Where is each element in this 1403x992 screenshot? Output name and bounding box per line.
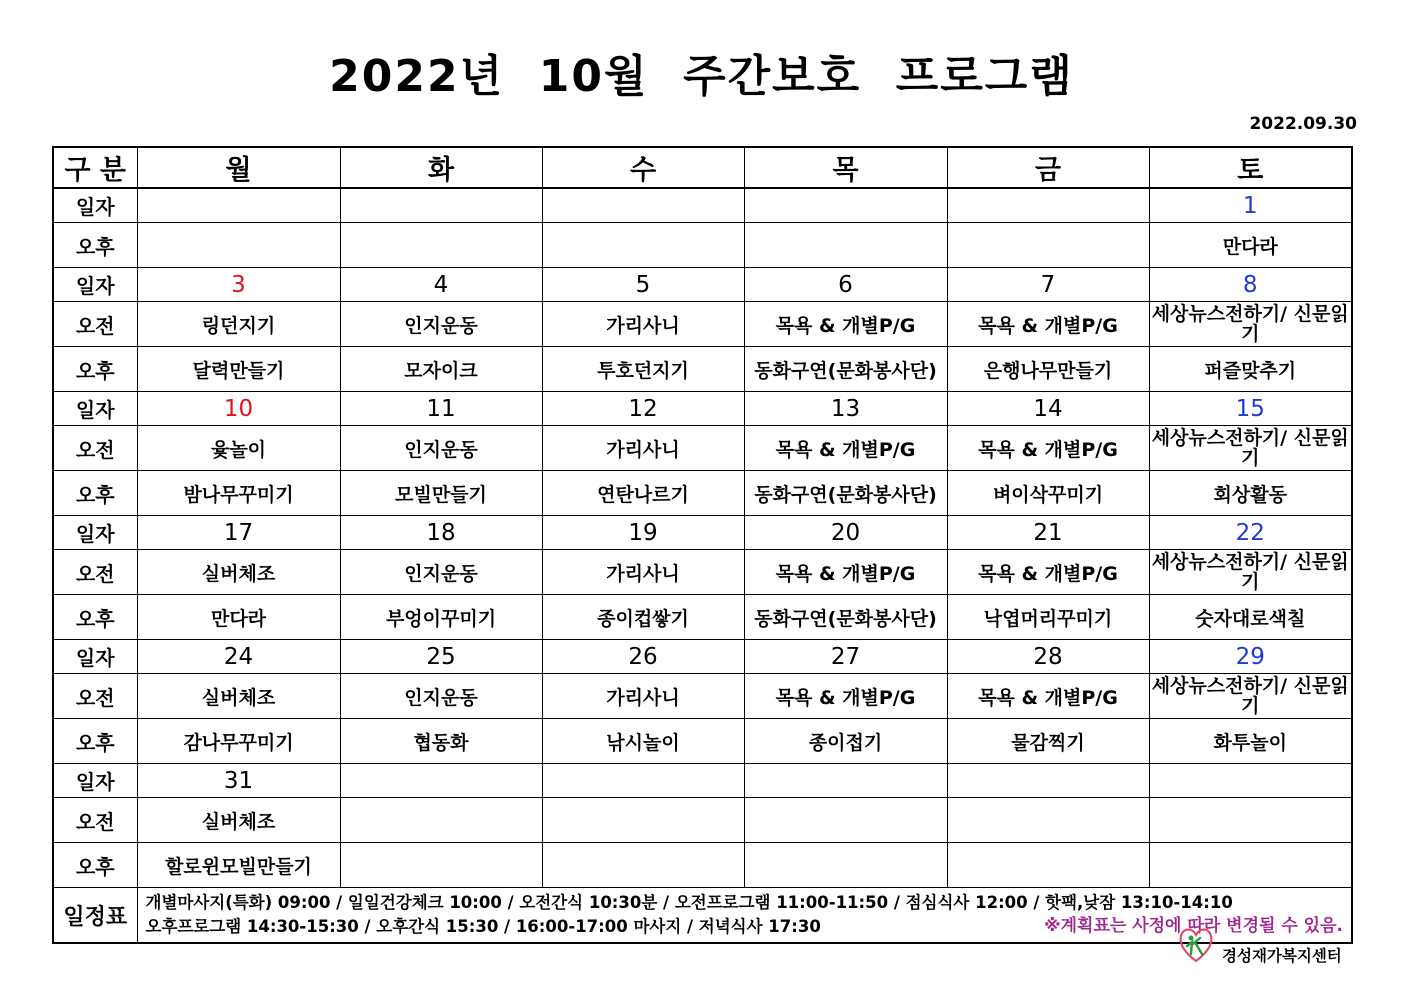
page-title: 2022년 10월 주간보호 프로그램 xyxy=(329,51,1074,102)
date-row xyxy=(53,392,1352,426)
activity-cell-tue: 인지운동 xyxy=(340,302,542,347)
row-label-period: 오전 xyxy=(53,674,137,719)
row-label-date: 일자 xyxy=(53,392,137,426)
activity-cell-sat: 퍼즐맞추기 xyxy=(1149,347,1352,392)
header-tue: 화 xyxy=(340,147,542,188)
activity-row xyxy=(53,302,1352,347)
row-label-period: 오후 xyxy=(53,595,137,640)
activity-cell-thu: 목욕 & 개별P/G xyxy=(744,302,947,347)
date-cell-wed xyxy=(542,764,744,798)
row-label-period: 오후 xyxy=(53,347,137,392)
schedule-row xyxy=(53,888,1352,944)
date-cell-sat: 29 xyxy=(1149,640,1352,674)
activity-row xyxy=(53,719,1352,764)
date-cell-fri xyxy=(947,764,1149,798)
activity-row xyxy=(53,471,1352,516)
activity-cell-fri xyxy=(947,798,1149,843)
date-cell-tue xyxy=(340,764,542,798)
activity-cell-mon: 링던지기 xyxy=(137,302,340,347)
header-sat: 토 xyxy=(1149,147,1352,188)
activity-cell-sat: 숫자대로색칠 xyxy=(1149,595,1352,640)
activity-cell-wed: 가리사니 xyxy=(542,302,744,347)
activity-cell-mon: 실버체조 xyxy=(137,550,340,595)
activity-cell-fri: 목욕 & 개별P/G xyxy=(947,674,1149,719)
activity-cell-mon: 달력만들기 xyxy=(137,347,340,392)
activity-cell-thu: 목욕 & 개별P/G xyxy=(744,550,947,595)
date-cell-thu xyxy=(744,764,947,798)
activity-cell-wed xyxy=(542,223,744,268)
activity-cell-wed: 가리사니 xyxy=(542,674,744,719)
date-cell-fri: 28 xyxy=(947,640,1149,674)
activity-cell-tue: 인지운동 xyxy=(340,674,542,719)
date-cell-wed: 19 xyxy=(542,516,744,550)
date-cell-mon xyxy=(137,188,340,223)
date-cell-tue: 25 xyxy=(340,640,542,674)
date-cell-sat: 1 xyxy=(1149,188,1352,223)
activity-cell-tue xyxy=(340,223,542,268)
activity-cell-fri: 목욕 & 개별P/G xyxy=(947,550,1149,595)
activity-cell-tue: 모빌만들기 xyxy=(340,471,542,516)
activity-cell-tue: 인지운동 xyxy=(340,550,542,595)
activity-cell-mon: 실버체조 xyxy=(137,798,340,843)
timetable-line-2: 오후프로그램 14:30-15:30 / 오후간식 15:30 / 16:00-17:00 마사지 / 저녁식사 17:30 xyxy=(145,917,821,936)
activity-row xyxy=(53,595,1352,640)
date-cell-fri: 21 xyxy=(947,516,1149,550)
date-cell-wed: 26 xyxy=(542,640,744,674)
schedule-table xyxy=(52,146,1353,944)
row-label-date: 일자 xyxy=(53,764,137,798)
activity-row xyxy=(53,674,1352,719)
date-cell-fri: 14 xyxy=(947,392,1149,426)
activity-cell-sat: 회상활동 xyxy=(1149,471,1352,516)
row-label-period: 오후 xyxy=(53,471,137,516)
activity-cell-tue xyxy=(340,798,542,843)
row-label-period: 오전 xyxy=(53,426,137,471)
activity-cell-fri: 목욕 & 개별P/G xyxy=(947,426,1149,471)
row-label-date: 일자 xyxy=(53,640,137,674)
header-mon: 월 xyxy=(137,147,340,188)
date-cell-sat: 22 xyxy=(1149,516,1352,550)
change-notice: ※계획표는 사정에 따라 변경될 수 있음. xyxy=(1044,916,1343,936)
activity-cell-wed: 낚시놀이 xyxy=(542,719,744,764)
activity-cell-mon: 밤나무꾸미기 xyxy=(137,471,340,516)
activity-cell-thu: 동화구연(문화봉사단) xyxy=(744,347,947,392)
date-cell-thu: 6 xyxy=(744,268,947,302)
activity-row xyxy=(53,798,1352,843)
activity-cell-wed: 투호던지기 xyxy=(542,347,744,392)
date-cell-tue: 11 xyxy=(340,392,542,426)
row-label-period: 오전 xyxy=(53,302,137,347)
date-row xyxy=(53,188,1352,223)
daily-timetable xyxy=(137,888,1352,944)
activity-row xyxy=(53,223,1352,268)
activity-cell-sat: 세상뉴스전하기/ 신문읽기 xyxy=(1149,674,1352,719)
date-cell-mon: 24 xyxy=(137,640,340,674)
row-label-period: 오후 xyxy=(53,223,137,268)
activity-cell-tue: 인지운동 xyxy=(340,426,542,471)
activity-cell-wed: 가리사니 xyxy=(542,426,744,471)
date-cell-thu: 13 xyxy=(744,392,947,426)
date-cell-sat xyxy=(1149,764,1352,798)
activity-cell-fri: 은행나무만들기 xyxy=(947,347,1149,392)
date-row xyxy=(53,764,1352,798)
activity-cell-wed: 연탄나르기 xyxy=(542,471,744,516)
header-wed: 수 xyxy=(542,147,744,188)
date-cell-tue xyxy=(340,188,542,223)
header-row xyxy=(53,147,1352,188)
activity-cell-mon: 할로윈모빌만들기 xyxy=(137,843,340,888)
date-cell-thu: 27 xyxy=(744,640,947,674)
activity-cell-fri: 물감찍기 xyxy=(947,719,1149,764)
activity-cell-thu: 목욕 & 개별P/G xyxy=(744,426,947,471)
header-fri: 금 xyxy=(947,147,1149,188)
activity-cell-sat: 세상뉴스전하기/ 신문읽기 xyxy=(1149,550,1352,595)
date-cell-sat: 8 xyxy=(1149,268,1352,302)
activity-cell-mon: 윷놀이 xyxy=(137,426,340,471)
date-row xyxy=(53,516,1352,550)
date-cell-mon: 31 xyxy=(137,764,340,798)
activity-cell-tue: 부엉이꾸미기 xyxy=(340,595,542,640)
activity-cell-tue: 협동화 xyxy=(340,719,542,764)
activity-cell-thu xyxy=(744,223,947,268)
activity-cell-sat: 화투놀이 xyxy=(1149,719,1352,764)
date-cell-tue: 18 xyxy=(340,516,542,550)
activity-cell-thu: 동화구연(문화봉사단) xyxy=(744,595,947,640)
date-cell-fri: 7 xyxy=(947,268,1149,302)
activity-cell-wed: 가리사니 xyxy=(542,550,744,595)
row-label-date: 일자 xyxy=(53,516,137,550)
timetable-line-1: 개별마사지(특화) 09:00 / 일일건강체크 10:00 / 오전간식 10:30분 / 오전프로그램 11:00-11:50 / 점심식사 12:00 / 핫팩,낮잠 13:10-14:10 xyxy=(145,893,1233,912)
center-logo-icon xyxy=(1178,924,1214,964)
activity-cell-sat xyxy=(1149,798,1352,843)
activity-cell-thu: 목욕 & 개별P/G xyxy=(744,674,947,719)
row-label-date: 일자 xyxy=(53,268,137,302)
date-cell-fri xyxy=(947,188,1149,223)
activity-cell-fri: 목욕 & 개별P/G xyxy=(947,302,1149,347)
activity-cell-sat: 세상뉴스전하기/ 신문읽기 xyxy=(1149,426,1352,471)
date-cell-thu: 20 xyxy=(744,516,947,550)
date-cell-mon: 17 xyxy=(137,516,340,550)
activity-cell-tue: 모자이크 xyxy=(340,347,542,392)
activity-cell-fri: 벼이삭꾸미기 xyxy=(947,471,1149,516)
activity-cell-sat xyxy=(1149,843,1352,888)
activity-cell-fri xyxy=(947,843,1149,888)
date-row xyxy=(53,640,1352,674)
row-label-date: 일자 xyxy=(53,188,137,223)
activity-cell-fri: 낙엽머리꾸미기 xyxy=(947,595,1149,640)
activity-cell-wed xyxy=(542,843,744,888)
activity-row xyxy=(53,550,1352,595)
row-label-period: 오전 xyxy=(53,798,137,843)
activity-row xyxy=(53,347,1352,392)
activity-cell-thu xyxy=(744,843,947,888)
activity-cell-mon: 만다라 xyxy=(137,595,340,640)
date-cell-sat: 15 xyxy=(1149,392,1352,426)
activity-row xyxy=(53,426,1352,471)
row-label-period: 오전 xyxy=(53,550,137,595)
date-cell-wed: 12 xyxy=(542,392,744,426)
date-cell-wed: 5 xyxy=(542,268,744,302)
header-category: 구 분 xyxy=(53,147,137,188)
activity-cell-wed xyxy=(542,798,744,843)
activity-row xyxy=(53,843,1352,888)
activity-cell-thu xyxy=(744,798,947,843)
header-thu: 목 xyxy=(744,147,947,188)
date-cell-thu xyxy=(744,188,947,223)
activity-cell-tue xyxy=(340,843,542,888)
activity-cell-mon: 실버체조 xyxy=(137,674,340,719)
row-label-period: 오후 xyxy=(53,719,137,764)
organization-name: 경성재가복지센터 xyxy=(1222,947,1342,965)
activity-cell-mon: 감나무꾸미기 xyxy=(137,719,340,764)
date-row xyxy=(53,268,1352,302)
date-cell-tue: 4 xyxy=(340,268,542,302)
activity-cell-thu: 종이접기 xyxy=(744,719,947,764)
date-cell-mon: 3 xyxy=(137,268,340,302)
activity-cell-fri xyxy=(947,223,1149,268)
activity-cell-sat: 세상뉴스전하기/ 신문읽기 xyxy=(1149,302,1352,347)
date-cell-wed xyxy=(542,188,744,223)
schedule-label: 일정표 xyxy=(53,888,137,944)
activity-cell-sat: 만다라 xyxy=(1149,223,1352,268)
activity-cell-mon xyxy=(137,223,340,268)
row-label-period: 오후 xyxy=(53,843,137,888)
activity-cell-thu: 동화구연(문화봉사단) xyxy=(744,471,947,516)
date-cell-mon: 10 xyxy=(137,392,340,426)
issue-date: 2022.09.30 xyxy=(1249,114,1357,134)
activity-cell-wed: 종이컵쌓기 xyxy=(542,595,744,640)
